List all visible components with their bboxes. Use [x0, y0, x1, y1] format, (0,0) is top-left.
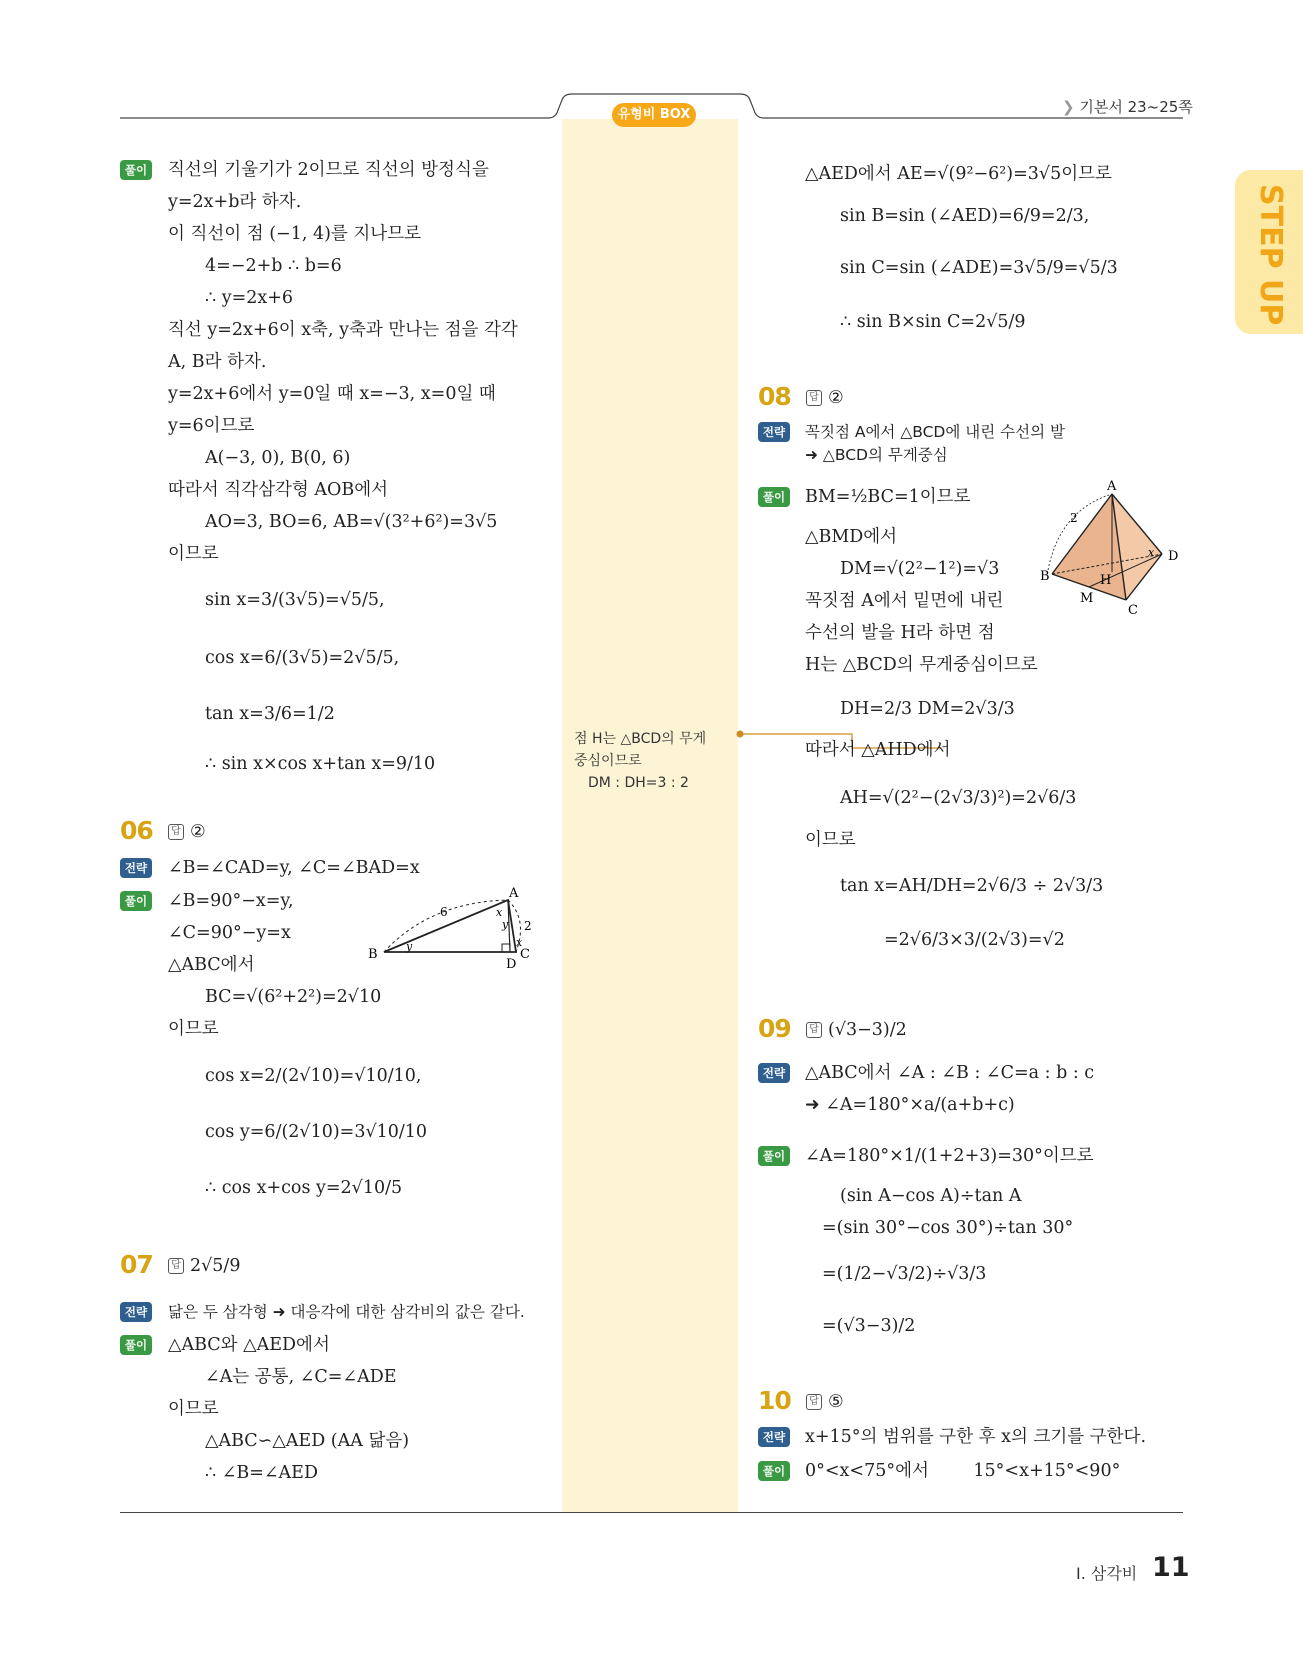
- strategy-badge: 전략: [758, 1063, 790, 1083]
- text-line: 이므로: [168, 1019, 219, 1039]
- math-line: sin x=3/(3√5)=√5/5,: [205, 590, 385, 610]
- bottom-rule: [120, 1512, 1183, 1513]
- text-line: 이 직선이 점 (−1, 4)를 지나므로: [168, 224, 422, 244]
- math-line: ∴ y=2x+6: [205, 288, 294, 308]
- strategy-badge: 전략: [758, 1427, 790, 1447]
- figure-label: x: [516, 936, 523, 949]
- page-reference-text: 기본서 23~25쪽: [1079, 98, 1193, 116]
- box-badge-label: 유형비 BOX: [617, 107, 691, 122]
- math-line: AO=3, BO=6, AB=√(3²+6²)=3√5: [205, 512, 498, 532]
- text-line: 이므로: [168, 1399, 219, 1419]
- answer-icon: 답: [806, 1394, 822, 1410]
- answer-value: ⑤: [828, 1392, 844, 1412]
- text-line: 직선의 기울기가 2이므로 직선의 방정식을: [168, 160, 489, 180]
- page-reference: [1062, 96, 1193, 117]
- figure-label: C: [1128, 603, 1138, 618]
- answer-icon: 답: [806, 390, 822, 406]
- solution-badge: 풀이: [120, 891, 152, 911]
- text-line: y=2x+b라 하자.: [168, 192, 302, 212]
- math-line: =(√3−3)/2: [822, 1316, 916, 1336]
- answer-icon: 답: [168, 1258, 184, 1274]
- solution-badge: 풀이: [758, 1146, 790, 1166]
- math-line: cos x=2/(2√10)=√10/10,: [205, 1066, 422, 1086]
- math-line: =(sin 30°−cos 30°)÷tan 30°: [822, 1218, 1074, 1238]
- answer-value: ②: [828, 388, 844, 408]
- math-line: △ABC∽△AED (AA 닮음): [205, 1431, 410, 1451]
- page-number: 11: [1152, 1552, 1190, 1583]
- text-line: H는 △BCD의 무게중심이므로: [805, 655, 1038, 675]
- math-line: ∴ sin B×sin C=2√5/9: [840, 312, 1026, 332]
- note-line: DM : DH=3 : 2: [588, 775, 689, 791]
- strategy-text: △ABC에서 ∠A : ∠B : ∠C=a : b : c: [805, 1063, 1095, 1083]
- question-number: 10: [758, 1386, 791, 1415]
- strategy-badge: 전략: [120, 858, 152, 878]
- math-line: sin C=sin (∠ADE)=3√5/9=√5/3: [840, 258, 1118, 278]
- text-line: △ABC에서: [168, 955, 255, 975]
- math-line: A(−3, 0), B(0, 6): [205, 448, 351, 468]
- strategy-text: ➜ △BCD의 무게중심: [805, 446, 948, 464]
- middle-band: [562, 130, 738, 1512]
- math-line: tan x=AH/DH=2√6/3 ÷ 2√3/3: [840, 876, 1104, 896]
- text-line: △BMD에서: [805, 527, 898, 547]
- strategy-text: ∠B=∠CAD=y, ∠C=∠BAD=x: [168, 858, 420, 878]
- solution-badge: 풀이: [120, 160, 152, 180]
- answer-value: 2√5/9: [190, 1256, 241, 1276]
- strategy-text: 닮은 두 삼각형 ➜ 대응각에 대한 삼각비의 값은 같다.: [168, 1303, 525, 1321]
- figure-label: x: [1148, 546, 1155, 559]
- text-line: 직선 y=2x+6이 x축, y축과 만나는 점을 각각: [168, 320, 518, 340]
- note-line: 점 H는 △BCD의 무게: [574, 731, 707, 747]
- box-badge: [612, 103, 696, 127]
- math-line: =2√6/3×3/(2√3)=√2: [884, 930, 1065, 950]
- figure-label: A: [1107, 479, 1117, 494]
- math-line: tan x=3/6=1/2: [205, 704, 335, 724]
- figure-label: 2: [1070, 511, 1078, 525]
- math-line: ∴ cos x+cos y=2√10/5: [205, 1178, 403, 1198]
- math-line: 4=−2+b ∴ b=6: [205, 256, 342, 276]
- text-line: A, B라 하자.: [168, 352, 267, 372]
- strategy-badge: 전략: [758, 422, 790, 442]
- question-number: 08: [758, 382, 791, 411]
- text-line: y=2x+6에서 y=0일 때 x=−3, x=0일 때: [168, 384, 496, 404]
- strategy-text: 꼭짓점 A에서 △BCD에 내린 수선의 발: [805, 423, 1065, 441]
- math-line: ∠A=180°×1/(1+2+3)=30°이므로: [805, 1146, 1094, 1166]
- figure-label: H: [1100, 573, 1112, 588]
- triangle-figure: [360, 880, 560, 972]
- answer-value: ②: [190, 822, 206, 842]
- strategy-text: ➜ ∠A=180°×a/(a+b+c): [805, 1095, 1015, 1115]
- math-line: △AED에서 AE=√(9²−6²)=3√5이므로: [805, 164, 1112, 184]
- figure-label: y: [502, 918, 509, 931]
- figure-label: B: [368, 947, 378, 962]
- text-line: 꼭짓점 A에서 밑면에 내린: [805, 591, 1004, 611]
- figure-label: 6: [440, 905, 448, 919]
- chevron-right-icon: ❯: [1062, 98, 1075, 116]
- solution-badge: 풀이: [758, 1461, 790, 1481]
- chapter-label: I. 삼각비: [1076, 1564, 1138, 1583]
- answer-value: (√3−3)/2: [828, 1020, 907, 1040]
- text-line: △ABC와 △AED에서: [168, 1335, 330, 1355]
- math-line: 0°<x<75°에서 15°<x+15°<90°: [805, 1461, 1121, 1481]
- math-line: ∠C=90°−y=x: [168, 923, 291, 943]
- figure-label: D: [506, 957, 517, 972]
- middle-note: [574, 728, 706, 794]
- math-line: ∠A는 공통, ∠C=∠ADE: [205, 1367, 397, 1387]
- text-line: 따라서 △AHD에서: [805, 740, 951, 760]
- math-line: ∴ ∠B=∠AED: [205, 1463, 318, 1483]
- figure-label: B: [1040, 569, 1050, 584]
- math-line: cos x=6/(3√5)=2√5/5,: [205, 648, 400, 668]
- figure-label: 2: [524, 919, 532, 933]
- tetrahedron-figure: [1040, 480, 1190, 620]
- note-line: 중심이므로: [574, 753, 642, 769]
- figure-label: C: [520, 947, 530, 962]
- answer-icon: 답: [168, 824, 184, 840]
- question-number: 06: [120, 816, 153, 845]
- figure-label: A: [509, 886, 519, 901]
- figure-label: x: [496, 906, 503, 919]
- math-line: AH=√(2²−(2√3/3)²)=2√6/3: [840, 788, 1077, 808]
- solution-badge: 풀이: [120, 1335, 152, 1355]
- solution-badge: 풀이: [758, 487, 790, 507]
- text-line: 이므로: [168, 544, 219, 564]
- math-line: ∠B=90°−x=y,: [168, 891, 294, 911]
- text-line: 이므로: [805, 830, 856, 850]
- figure-label: y: [406, 940, 413, 953]
- math-line: ∴ sin x×cos x+tan x=9/10: [205, 754, 436, 774]
- text-line: y=6이므로: [168, 416, 255, 436]
- question-number: 09: [758, 1014, 791, 1043]
- math-line: cos y=6/(2√10)=3√10/10: [205, 1122, 428, 1142]
- answer-icon: 답: [806, 1022, 822, 1038]
- figure-label: M: [1080, 591, 1094, 606]
- math-line: DH=2/3 DM=2√3/3: [840, 699, 1015, 719]
- step-up-label: STEP UP: [1253, 184, 1288, 326]
- figure-label: D: [1168, 549, 1179, 564]
- question-number: 07: [120, 1250, 153, 1279]
- math-line: (sin A−cos A)÷tan A: [840, 1186, 1022, 1206]
- text-line: 수선의 발을 H라 하면 점: [805, 623, 995, 643]
- text-line: 따라서 직각삼각형 AOB에서: [168, 480, 389, 500]
- math-line: sin B=sin (∠AED)=6/9=2/3,: [840, 206, 1090, 226]
- step-up-tab: [1235, 170, 1303, 334]
- strategy-badge: 전략: [120, 1302, 152, 1322]
- math-line: BM=½BC=1이므로: [805, 487, 971, 507]
- math-line: BC=√(6²+2²)=2√10: [205, 987, 382, 1007]
- strategy-text: x+15°의 범위를 구한 후 x의 크기를 구한다.: [805, 1427, 1147, 1447]
- math-line: =(1/2−√3/2)÷√3/3: [822, 1264, 987, 1284]
- math-line: DM=√(2²−1²)=√3: [840, 559, 1000, 579]
